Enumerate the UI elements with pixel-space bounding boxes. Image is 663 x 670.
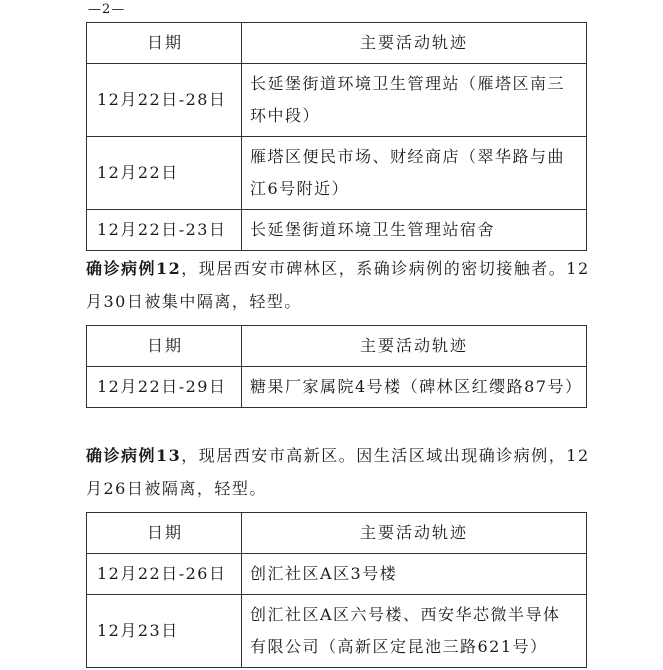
track-cell: 雁塔区便民市场、财经商店（翠华路与曲江6号附近） bbox=[242, 137, 587, 210]
activity-table-1 bbox=[86, 22, 587, 251]
case-13-paragraph bbox=[86, 439, 591, 505]
date-cell: 12月22日 bbox=[87, 137, 242, 210]
case-12-text: ，现居西安市碑林区，系确诊病例的密切接触者。12月30日被集中隔离，轻型。 bbox=[86, 259, 590, 311]
date-header: 日期 bbox=[87, 513, 242, 554]
table-row bbox=[87, 367, 587, 408]
date-cell: 12月23日 bbox=[87, 595, 242, 668]
date-cell: 12月22日-23日 bbox=[87, 210, 242, 251]
table-row bbox=[87, 554, 587, 595]
track-header: 主要活动轨迹 bbox=[242, 326, 587, 367]
date-header: 日期 bbox=[87, 23, 242, 64]
track-cell: 长延堡街道环境卫生管理站宿舍 bbox=[242, 210, 587, 251]
table-row bbox=[87, 137, 587, 210]
table-row bbox=[87, 210, 587, 251]
case-12-label: 确诊病例12 bbox=[86, 259, 182, 278]
case-13-label: 确诊病例13 bbox=[86, 446, 182, 465]
track-cell: 创汇社区A区3号楼 bbox=[242, 554, 587, 595]
track-cell: 糖果厂家属院4号楼（碑林区红缨路87号） bbox=[242, 367, 587, 408]
date-cell: 12月22日-26日 bbox=[87, 554, 242, 595]
track-cell: 长延堡街道环境卫生管理站（雁塔区南三环中段） bbox=[242, 64, 587, 137]
activity-table-2 bbox=[86, 325, 587, 408]
date-cell: 12月22日-28日 bbox=[87, 64, 242, 137]
case-13-text: ，现居西安市高新区。因生活区域出现确诊病例，12月26日被隔离，轻型。 bbox=[86, 446, 590, 498]
track-header: 主要活动轨迹 bbox=[242, 513, 587, 554]
table-row bbox=[87, 64, 587, 137]
date-cell: 12月22日-29日 bbox=[87, 367, 242, 408]
date-header: 日期 bbox=[87, 326, 242, 367]
table-header-row bbox=[87, 23, 587, 64]
track-cell: 创汇社区A区六号楼、西安华芯微半导体有限公司（高新区定昆池三路621号） bbox=[242, 595, 587, 668]
case-12-paragraph bbox=[86, 252, 591, 318]
track-header: 主要活动轨迹 bbox=[242, 23, 587, 64]
page-number: —2— bbox=[88, 2, 126, 17]
table-header-row bbox=[87, 513, 587, 554]
table-row bbox=[87, 595, 587, 668]
activity-table-3 bbox=[86, 512, 587, 668]
table-header-row bbox=[87, 326, 587, 367]
